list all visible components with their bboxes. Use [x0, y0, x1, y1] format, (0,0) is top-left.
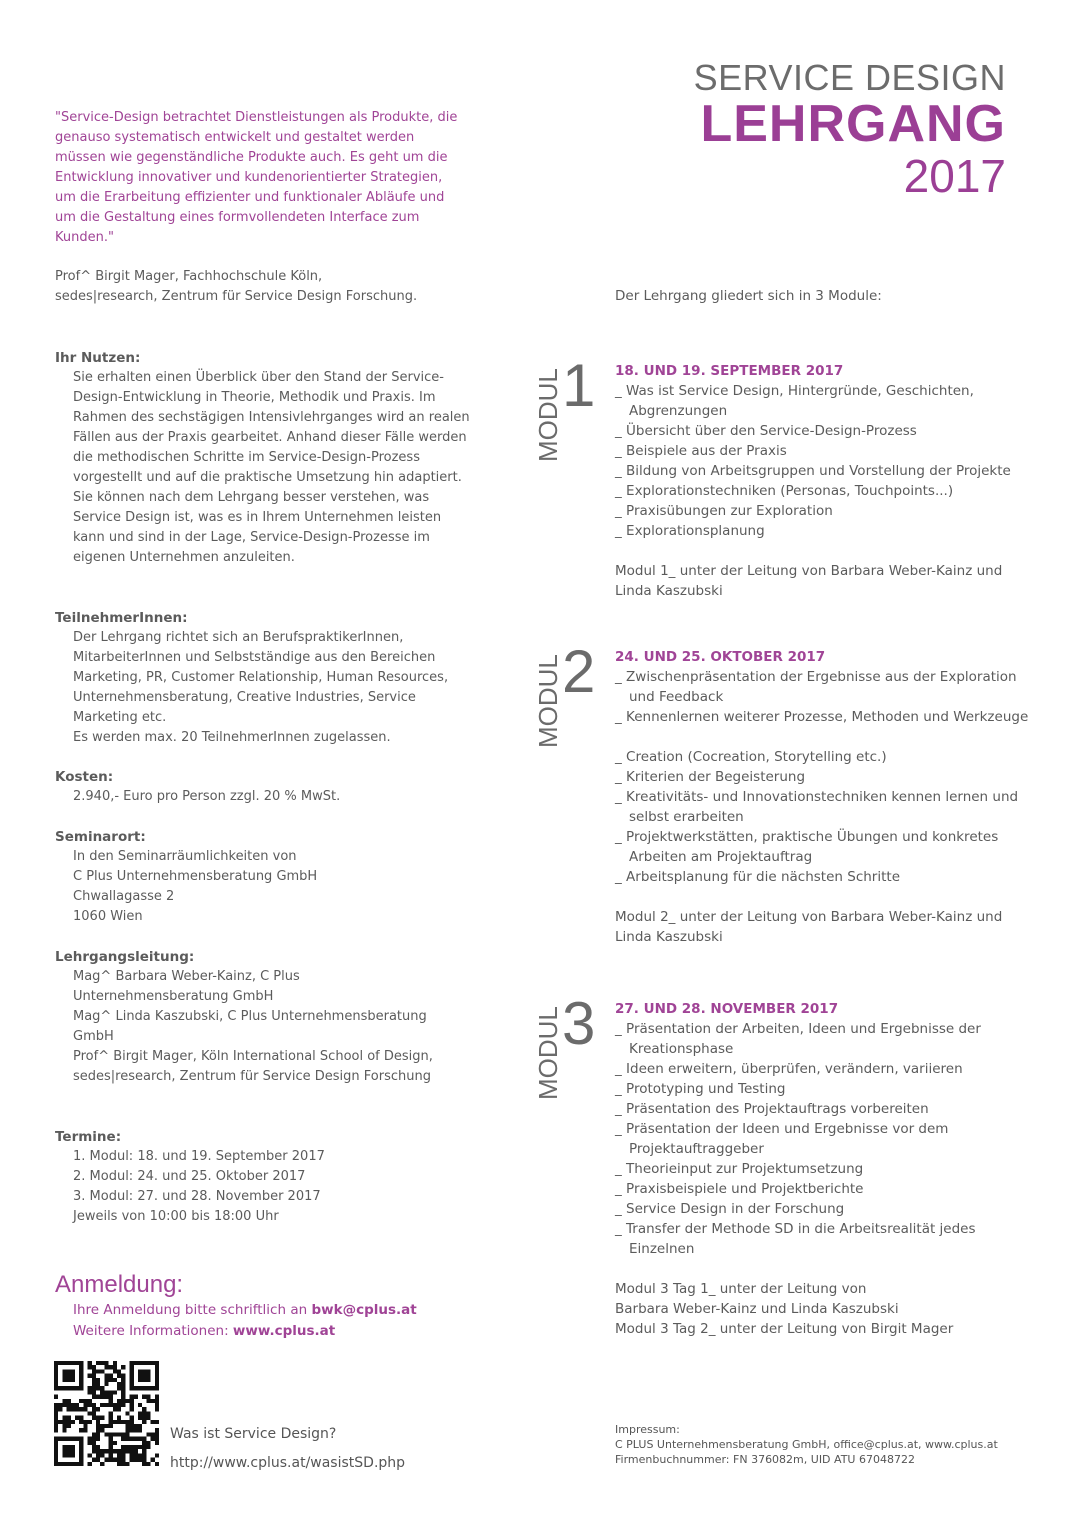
title-line-3: 2017	[903, 150, 1006, 202]
module-topics	[615, 381, 1030, 541]
module-number: 3	[562, 990, 596, 1057]
section-title: TeilnehmerInnen:	[55, 610, 188, 626]
list-item: _ Service Design in der Forschung	[615, 1201, 845, 1217]
section-text	[55, 628, 470, 748]
info-line	[55, 1321, 475, 1342]
section-termine	[55, 1127, 470, 1227]
section-seminarort	[55, 827, 470, 927]
module-topics-continued	[615, 747, 1030, 887]
address-line: In den Seminarräumlichkeiten von	[73, 849, 297, 864]
section-title: Ihr Nutzen:	[55, 350, 141, 366]
modules-intro: Der Lehrgang gliedert sich in 3 Module:	[615, 288, 882, 304]
date-line: Jeweils von 10:00 bis 18:00 Uhr	[73, 1209, 279, 1224]
info-text: Weitere Informationen:	[73, 1323, 233, 1339]
list-item: _ Präsentation der Arbeiten, Ideen und Ergebnisse der Kreationsphase	[615, 1021, 981, 1057]
module-1	[615, 361, 1030, 601]
date-line: 2. Modul: 24. und 25. Oktober 2017	[73, 1169, 306, 1184]
leader-entry: Mag^ Linda Kaszubski, C Plus Unternehmensberatung GmbH	[73, 1009, 427, 1044]
list-item: _ Kennenlernen weiterer Prozesse, Methoden und Werkzeuge	[615, 709, 1029, 725]
module-3-label	[528, 990, 598, 1100]
section-text: Sie erhalten einen Überblick über den Stand der Service-Design-Entwicklung in Theorie, Methodik und Praxis. Im Rahmen des sechstägigen Intensivlehrganges wird an realen Fällen aus der Praxis gearbeitet. Anhand dieser Fälle werden die methodischen Schritte im Service-Design-Prozess vorgestellt und auf die praktische Umsetzung hin adaptiert. Sie können nach dem Lehrgang besser verstehen, was Service Design ist, was es in Ihrem Unternehmen leisten kann und sind in der Lage, Service-Design-Prozesse im eigenen Unternehmen anzuleiten.	[73, 370, 470, 565]
section-title: Kosten:	[55, 769, 114, 785]
module-lead: Modul 3 Tag 1_ unter der Leitung von	[615, 1281, 867, 1297]
section-kosten	[55, 767, 470, 807]
address-line: C Plus Unternehmensberatung GmbH	[73, 869, 318, 884]
quote-text: "Service-Design betrachtet Dienstleistungen als Produkte, die genauso systematisch entwickelt und gestaltet werden müssen wie gegenständliche Produkte auch. Es geht um die Entwicklung innovativer und kundenorientierter Strategien, um die Erarbeitung effizienter und funktionaler Abläufe und um die Gestaltung eines formvollendeten Interface zum Kunden."	[55, 110, 458, 245]
address-line: Chwallagasse 2	[73, 889, 175, 904]
list-item: _ Zwischenpräsentation der Ergebnisse aus der Exploration und Feedback	[615, 669, 1017, 705]
list-item: _ Arbeitsplanung für die nächsten Schritte	[615, 869, 900, 885]
qr-code[interactable]	[54, 1361, 159, 1466]
impressum-line: C PLUS Unternehmensberatung GmbH, office@cplus.at, www.cplus.at	[615, 1438, 998, 1451]
module-lead: Modul 2_ unter der Leitung von Barbara Weber-Kainz und Linda Kaszubski	[615, 909, 1003, 945]
title-line-1: SERVICE DESIGN	[693, 57, 1006, 98]
list-item: _ Explorationstechniken (Personas, Touchpoints...)	[615, 483, 954, 499]
leader-entry: Mag^ Barbara Weber-Kainz, C Plus Unternehmensberatung GmbH	[73, 969, 300, 1004]
list-item: _ Ideen erweitern, überprüfen, verändern, variieren	[615, 1061, 963, 1077]
list-item: _ Projektwerkstätten, praktische Übungen und konkretes Arbeiten am Projektauftrag	[615, 829, 999, 865]
module-lead: Modul 1_ unter der Leitung von Barbara Weber-Kainz und Linda Kaszubski	[615, 563, 1003, 599]
date-line: 1. Modul: 18. und 19. September 2017	[73, 1149, 325, 1164]
quote-author-line-1: Prof^ Birgit Mager, Fachhochschule Köln,	[55, 269, 323, 284]
module-date: 18. UND 19. SEPTEMBER 2017	[615, 363, 844, 379]
title-line-2: LEHRGANG	[700, 95, 1006, 153]
module-1-label	[528, 352, 598, 462]
section-text	[55, 847, 470, 927]
section-title: Lehrgangsleitung:	[55, 949, 195, 965]
module-word: MODUL	[533, 1006, 563, 1100]
list-item: _ Kriterien der Begeisterung	[615, 769, 806, 785]
list-item: _ Präsentation der Ideen und Ergebnisse vor dem Projektauftraggeber	[615, 1121, 949, 1157]
section-title: Termine:	[55, 1129, 122, 1145]
section-leitung	[55, 947, 470, 1087]
module-2-label	[528, 638, 598, 748]
module-date: 27. UND 28. NOVEMBER 2017	[615, 1001, 839, 1017]
impressum-line: Firmenbuchnummer: FN 376082m, UID ATU 67048722	[615, 1453, 915, 1466]
section-title: Seminarort:	[55, 829, 146, 845]
website-link[interactable]: www.cplus.at	[232, 1323, 336, 1339]
list-item: _ Beispiele aus der Praxis	[615, 443, 787, 459]
module-3	[615, 999, 1030, 1339]
module-lead: Barbara Weber-Kainz und Linda Kaszubski	[615, 1301, 899, 1317]
list-item: _ Praxisbeispiele und Projektberichte	[615, 1181, 864, 1197]
impressum-title: Impressum:	[615, 1423, 680, 1436]
qr-url-link[interactable]: http://www.cplus.at/wasistSD.php	[170, 1455, 406, 1471]
module-topics	[615, 667, 1030, 727]
list-item: _ Präsentation des Projektauftrags vorbereiten	[615, 1101, 929, 1117]
registration-title: Anmeldung:	[55, 1271, 184, 1298]
list-item: _ Praxisübungen zur Exploration	[615, 503, 833, 519]
module-topics	[615, 1019, 1030, 1259]
page-title	[694, 58, 1006, 202]
module-2	[615, 647, 1030, 947]
registration-block	[55, 1270, 475, 1342]
registration-line	[55, 1300, 475, 1321]
list-item: _ Explorationsplanung	[615, 523, 765, 539]
section-text: 2.940,- Euro pro Person zzgl. 20 % MwSt.	[73, 789, 341, 804]
section-paragraph: Der Lehrgang richtet sich an BerufspraktikerInnen, MitarbeiterInnen und Selbstständige aus den Bereichen Marketing, PR, Customer Relationship, Human Resources, Unternehmensberatung, Creative Industries, Service Marketing etc.	[73, 630, 449, 725]
list-item: _ Bildung von Arbeitsgruppen und Vorstellung der Projekte	[615, 463, 1011, 479]
qr-caption: Was ist Service Design?	[170, 1426, 337, 1442]
date-line: 3. Modul: 27. und 28. November 2017	[73, 1189, 321, 1204]
section-text	[55, 1147, 470, 1227]
impressum	[615, 1422, 998, 1467]
list-item: _ Was ist Service Design, Hintergründe, Geschichten, Abgrenzungen	[615, 383, 974, 419]
section-paragraph: Es werden max. 20 TeilnehmerInnen zugelassen.	[73, 730, 391, 745]
module-word: MODUL	[533, 368, 563, 462]
list-item: _ Transfer der Methode SD in die Arbeitsrealität jedes Einzelnen	[615, 1221, 976, 1257]
registration-email-link[interactable]: bwk@cplus.at	[311, 1302, 417, 1318]
list-item: _ Creation (Cocreation, Storytelling etc.)	[615, 749, 887, 765]
registration-text: Ihre Anmeldung bitte schriftlich an	[73, 1302, 312, 1318]
section-nutzen	[55, 348, 470, 568]
module-date: 24. UND 25. OKTOBER 2017	[615, 649, 826, 665]
quote-author-line-2: sedes|research, Zentrum für Service Design Forschung.	[55, 289, 418, 304]
list-item: _ Prototyping und Testing	[615, 1081, 786, 1097]
section-text	[55, 967, 458, 1087]
address-line: 1060 Wien	[73, 909, 143, 924]
module-number: 1	[562, 352, 596, 419]
module-lead: Modul 3 Tag 2_ unter der Leitung von Birgit Mager	[615, 1321, 954, 1337]
list-item: _ Übersicht über den Service-Design-Prozess	[615, 423, 917, 439]
list-item: _ Theorieinput zur Projektumsetzung	[615, 1161, 864, 1177]
section-teilnehmer	[55, 608, 470, 748]
module-word: MODUL	[533, 654, 563, 748]
list-item: _ Kreativitäts- und Innovationstechniken kennen lernen und selbst erarbeiten	[615, 789, 1019, 825]
qr-caption-block	[170, 1420, 405, 1478]
leader-entry: Prof^ Birgit Mager, Köln International School of Design, sedes|research, Zentrum für Service Design Forschung	[73, 1049, 433, 1084]
module-number: 2	[562, 638, 596, 705]
quote-author	[55, 267, 475, 307]
